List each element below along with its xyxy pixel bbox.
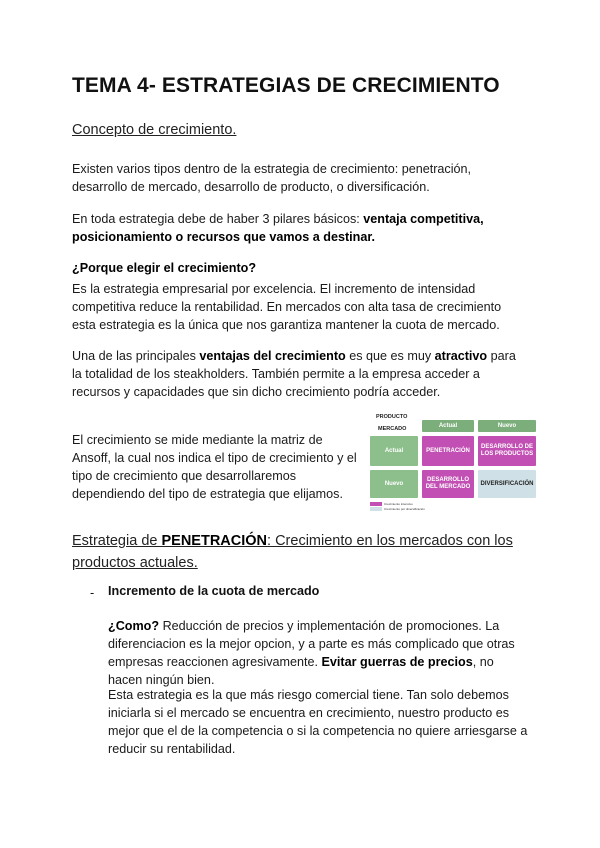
bullet-incremento-cuota: Incremento de la cuota de mercado — [108, 584, 320, 598]
matrix-cell-penetracion: PENETRACIÓN — [422, 436, 474, 466]
como-end: , no hacen ningún bien. — [108, 655, 494, 687]
ventajas-d: atractivo — [434, 349, 488, 363]
penetracion-heading-a: Estrategia de — [72, 533, 162, 549]
legend-text-intensivo: Crecimiento intensivo — [384, 502, 413, 506]
section-heading-concepto: Concepto de crecimiento. — [72, 122, 237, 138]
question-text: ¿Porque elegir el crecimiento? — [72, 261, 257, 275]
ventajas-b: ventajas del crecimiento — [199, 349, 346, 363]
penetracion-heading-c: : Crecimiento en los mercados con los productos actuales. — [72, 533, 513, 571]
paragraph-como — [108, 617, 528, 689]
matrix-cell-desarrollo-productos: DESARROLLO DE LOS PRODUCTOS — [478, 436, 536, 466]
section-heading-penetracion — [72, 530, 532, 574]
legend-swatch-intensivo — [370, 502, 382, 506]
como-label: ¿Como? — [108, 619, 160, 633]
matrix-col-nuevo: Nuevo — [478, 420, 536, 432]
pilares-bold: ventaja competitiva, posicionamiento o recursos que vamos a destinar. — [72, 212, 484, 244]
matrix-col-actual: Actual — [422, 420, 474, 432]
matrix-cell-desarrollo-mercado: DESARROLLO DEL MERCADO — [422, 470, 474, 498]
ventajas-e: para la totalidad de los steakholders. También permite a la empresa acceder a recursos y capacidades que sin dicho crecimiento podría acceder. — [72, 349, 516, 399]
ventajas-a: Una de las principales — [72, 349, 200, 363]
paragraph-tipos: Existen varios tipos dentro de la estrategia de crecimiento: penetración, desarrollo de mercado, desarrollo de producto, o diversificación. — [72, 162, 472, 194]
ventajas-c: es que es muy — [345, 349, 435, 363]
matrix-row-actual: Actual — [370, 436, 418, 466]
matrix-corner-producto: PRODUCTO — [376, 414, 408, 420]
penetracion-heading-b: PENETRACIÓN — [161, 533, 268, 549]
paragraph-ventajas — [72, 347, 524, 401]
como-bold: Evitar guerras de precios — [321, 655, 473, 669]
ansoff-matrix — [366, 412, 542, 512]
matrix-corner-mercado: MERCADO — [378, 426, 407, 432]
como-text: Reducción de precios y implementación de promociones. La diferenciacion es la mejor opcion, y a parte es más complicado que otras empresas reaccionen agresivamente. — [108, 619, 515, 669]
legend-text-diversificacion: Crecimiento por diversificación — [384, 507, 425, 511]
bullet-dash: - — [90, 586, 95, 600]
paragraph-pilares — [72, 210, 524, 246]
paragraph-riesgo: Esta estrategia es la que más riesgo comercial tiene. Tan solo debemos iniciarla si el mercado se encuentra en crecimiento, nuestro producto es mejor que el de la competencia o si la competencia no quiere arriesgarse a reducir su rentabilidad. — [108, 688, 528, 756]
paragraph-ansoff: El crecimiento se mide mediante la matriz de Ansoff, la cual nos indica el tipo de crecimiento y el tipo de crecimiento que desarrollaremos dependiendo del tipo de estrategia que elijamos. — [72, 433, 357, 501]
matrix-cell-diversificacion: DIVERSIFICACIÓN — [478, 470, 536, 498]
matrix-row-nuevo: Nuevo — [370, 470, 418, 498]
legend-swatch-diversificacion — [370, 507, 382, 511]
pilares-text: En toda estrategia debe de haber 3 pilares básicos: — [72, 212, 364, 226]
paragraph-excelencia: Es la estrategia empresarial por excelencia. El incremento de intensidad competitiva reduce la rentabilidad. En mercados con alta tasa de crecimiento esta estrategia es la única que nos garantiza mantener la cuota de mercado. — [72, 282, 502, 332]
question-heading — [72, 259, 524, 277]
page-title: TEMA 4- ESTRATEGIAS DE CRECIMIENTO — [72, 74, 500, 97]
